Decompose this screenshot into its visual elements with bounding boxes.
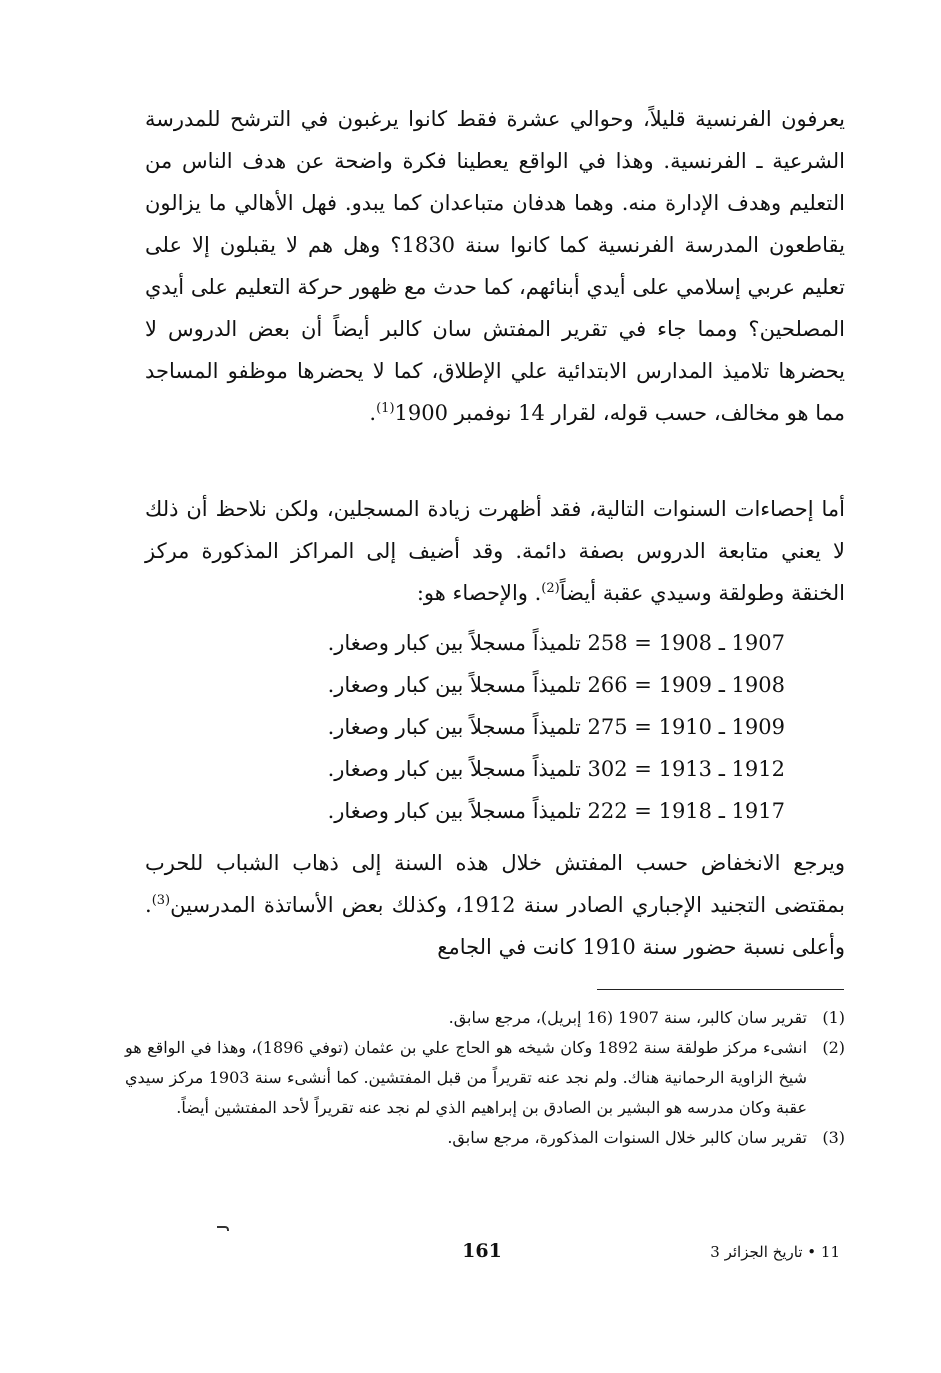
stats-line: 1907 ـ 1908 = 258 تلميذاً مسجلاً بين كبار وصغار. [327,631,785,655]
paragraph-2 [145,488,845,614]
stats-line: 1909 ـ 1910 = 275 تلميذاً مسجلاً بين كبار وصغار. [327,715,785,739]
footnote-ref-1[interactable]: (1) [376,401,395,416]
footnote-2 [125,1033,845,1123]
footnote-text: انشىء مركز طولقة سنة 1892 وكان شيخه هو الحاج علي بن عثمان (توفي 1896)، وهذا في الواقع هو شيخ الزاوية الرحمانية هناك. ولم نجد عنه تقريراً من قبل المفتشين. كما أنشىء سنة 1903 مركز سيدي عقبة وكان مدرسه هو البشير بن الصادق بن إبراهيم الذي لم نجد عنه تقريراً لأحد المفتشين أيضاً. [125,1038,808,1117]
paragraph-3-end: . وأعلى نسبة حضور سنة 1910 كانت في الجامع [145,893,845,959]
ink-mark [217,1226,229,1231]
paragraph-1 [145,98,845,434]
footnote-ref-2[interactable]: (2) [541,581,560,596]
footnote-3 [125,1123,845,1153]
footnote-1 [125,1003,845,1033]
stats-line: 1917 ـ 1918 = 222 تلميذاً مسجلاً بين كبار وصغار. [327,799,785,823]
running-title: 11 • تاريخ الجزائر 3 [710,1243,840,1261]
footnote-number: (2) [822,1038,845,1057]
footnote-ref-3[interactable]: (3) [151,893,171,908]
enrollment-stats-list [250,622,785,832]
paragraph-1-text: يعرفون الفرنسية قليلاً، وحوالي عشرة فقط كانوا يرغبون في الترشح للمدرسة الشرعية ـ الفرنسية. وهذا في الواقع يعطينا فكرة واضحة عن هدف الناس من التعليم وهدف الإدارة منه. وهما هدفان متباعدان كما يبدو. فهل الأهالي ما يزالون يقاطعون المدرسة الفرنسية كما كانوا سنة 1830؟ وهل هم لا يقبلون إلا على تعليم عربي إسلامي على أيدي أبنائهم، كما حدث مع ظهور حركة التعليم على أيدي المصلحين؟ ومما جاء في تقرير المفتش سان كالبر أيضاً أن بعض الدروس لا يحضرها تلاميذ المدارس الابتدائية علي الإطلاق، كما لا يحضرها موظفو المساجد مما هو مخالف، حسب قوله، لقرار 14 نوفمبر 1900 [145,107,845,425]
footnote-number: (3) [822,1128,845,1147]
paragraph-3 [145,842,845,968]
paragraph-3-text: ويرجع الانخفاض حسب المفتش خلال هذه السنة إلى ذهاب الشباب للحرب بمقتضى التجنيد الإجباري الصادر سنة 1912، وكذلك بعض الأساتذة المدرسين [145,851,845,917]
footnotes-list [125,1003,845,1153]
footnote-number: (1) [822,1008,845,1027]
stats-line: 1908 ـ 1909 = 266 تلميذاً مسجلاً بين كبار وصغار. [327,673,785,697]
paragraph-2-text: أما إحصاءات السنوات التالية، فقد أظهرت زيادة المسجلين، ولكن نلاحظ أن ذلك لا يعني متابعة الدروس بصفة دائمة. وقد أضيف إلى المراكز المذكورة مركز الخنقة وطولقة وسيدي عقبة أيضاً [145,497,845,605]
stats-line: 1912 ـ 1913 = 302 تلميذاً مسجلاً بين كبار وصغار. [327,757,785,781]
footnote-text: تقرير سان كالبر، سنة 1907 (16 إبريل)، مرجع سابق. [448,1008,807,1027]
paragraph-2-end: . والإحصاء هو: [416,581,542,605]
footnote-text: تقرير سان كالبر خلال السنوات المذكورة، مرجع سابق. [447,1128,807,1147]
paragraph-1-end: . [369,401,377,425]
footnote-separator [597,989,844,990]
page-number: 161 [462,1240,502,1262]
